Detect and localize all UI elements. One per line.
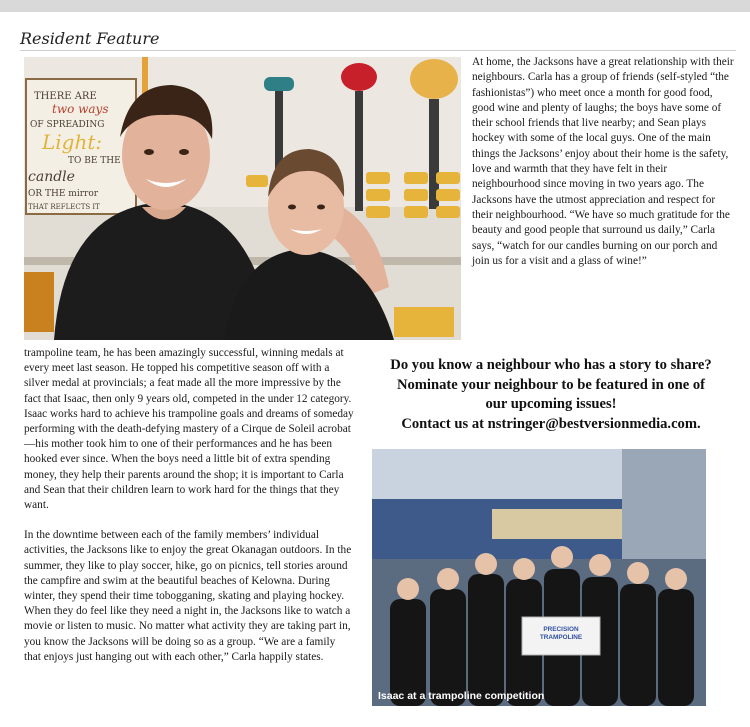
right-column-text: At home, the Jacksons have a great relationship with their neighbours. Carla has a group of friends (self-styled “the fashionistas”) who meet once a month for good food, good wine and plenty of laughs; the boys have some of their school friends that live nearby; and Sean plays hockey with some of the local guys. One of the main things the Jacksons’ enjoy about their home is the safety, love and warmth that they have felt in their neighbourhood since moving in two years ago. The Jacksons have the utmost appreciation and respect for their neighbourhood. “We have so much gratitude for the beauty and good people that surround us daily,” Carla says, “watch for our candles burning on our porch and join us for a visit and a glass of wine!”	[472, 56, 734, 267]
family-photo	[24, 57, 461, 340]
sign-line: TRAMPOLINE	[539, 634, 583, 641]
body-paragraph: trampoline team, he has been amazingly successful, winning medals at every meet last season. He topped his competitive season off with a silver medal at provincials; a feat made all the more impressive by the fact that Isaac, then only 9 years old, competed in the under 12 category. Isaac works hard to achieve his trampoline goals and dreams of someday performing with the death-defying mastery of a Cirque de Soleil acrobat—his mother took him to one of their performances and he has been hooked ever since. When the boys need a little bit of extra spending money, they help their parents around the shop; it is important to Carla and Sean that their children learn to work hard for the things that they want.	[24, 347, 354, 512]
nominate-callout	[366, 356, 736, 434]
sign-line: Light:	[42, 130, 103, 154]
sign-line: PRECISION	[543, 626, 579, 633]
callout-line: our upcoming issues!	[485, 396, 617, 412]
callout-line: Nominate your neighbour to be featured in one of	[396, 376, 706, 393]
left-column-text	[24, 346, 354, 680]
header-divider	[20, 50, 736, 51]
section-title: Resident Feature	[20, 29, 160, 48]
callout-line: Do you know a neighbour who has a story to share?	[390, 357, 712, 373]
sign-line: OR THE mirror	[28, 189, 99, 199]
team-sign	[528, 626, 594, 642]
sign-line: OF SPREADING	[30, 120, 105, 130]
callout-line: Contact us at nstringer@bestversionmedia.com.	[401, 415, 701, 432]
photo-caption: Isaac at a trampoline competition	[378, 690, 545, 702]
sign-line: two ways	[52, 102, 109, 116]
top-bar	[0, 0, 750, 12]
sign-line: candle	[28, 169, 75, 185]
sign-line: THAT REFLECTS IT	[28, 203, 100, 211]
body-paragraph: In the downtime between each of the family members’ individual activities, the Jacksons like to enjoy the great Okanagan outdoors. In the summer, they like to play soccer, hike, go on picnics, tell stories around the campfire and swim at the beautiful beaches of Kelowna. During winter, they spend their time tobogganing, skating and playing hockey. When they do feel like they need a night in, the Jacksons like to watch a movie or listen to music. No matter what activity they are taking part in, you know the Jacksons will be doing so as a group. “We are a family that enjoys just hanging out with each other,” Carla happily states.	[24, 529, 352, 663]
competition-photo	[372, 449, 706, 706]
sign-line: THERE ARE	[34, 91, 97, 102]
sign-line: TO BE THE	[68, 156, 121, 166]
